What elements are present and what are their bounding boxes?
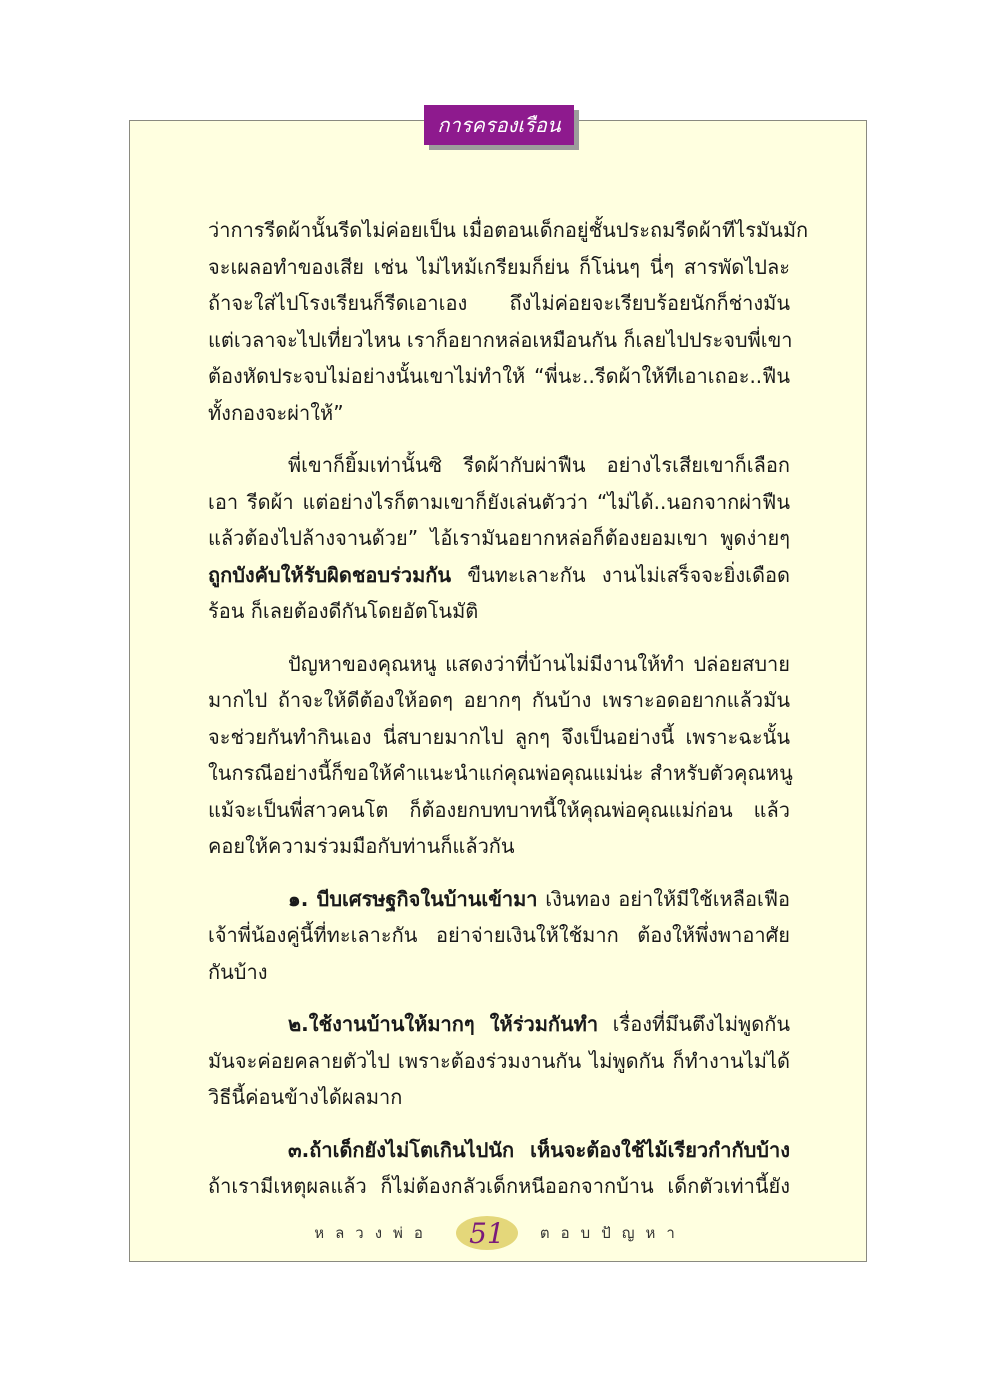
text-line: จะช่วยกันทำกินเอง นี่สบายมากไป ลูกๆ จึงเป็นอย่างนี้ เพราะฉะนั้น [208,724,790,749]
text-line: ต้องหัดประจบไม่อย่างนั้นเขาไม่ทำให้ “พี่นะ..รีดผ้าให้ทีเอาเถอะ..ฟืน [208,364,790,388]
text-line: เจ้าพี่น้องคู่นี้ที่ทะเลาะกัน อย่าจ่ายเงินให้ใช้มาก ต้องให้พึ่งพาอาศัย [208,923,790,947]
text-line: คอยให้ความร่วมมือกับท่านก็แล้วกัน [208,834,515,858]
page-number-badge [456,1216,518,1250]
text-line [208,557,790,594]
text-line: ทั้งกองจะผ่าให้” [208,400,344,425]
text-line: มากไป ถ้าจะให้ดีต้องให้อดๆ อยากๆ กันบ้าง เพราะอดอยากแล้วมัน [208,688,790,712]
text-line [208,881,790,918]
text-line: จะเผลอทำของเสีย เช่น ไม่ไหม้เกรียมก็ย่น ก็โน่นๆ นี่ๆ สารพัดไปละ [208,254,790,279]
text-line: ปัญหาของคุณหนู แสดงว่าที่บ้านไม่มีงานให้ทำ ปล่อยสบาย [288,651,790,676]
bold-lead: ๑. บีบเศรษฐกิจในบ้านเข้ามา [288,886,538,911]
text-fragment: เรื่องที่มึนตึงไม่พูดกัน [598,1012,790,1036]
footer-right-label: ตอบปัญหา [539,1224,686,1242]
text-fragment: ขืนทะเลาะกัน งานไม่เสร็จจะยิ่งเดือด [467,562,790,587]
bold-lead: ๒.ใช้งานบ้านให้มากๆ ให้ร่วมกันทำ [288,1012,599,1036]
text-line: ว่าการรีดผ้านั้นรีดไม่ค่อยเป็น เมื่อตอนเด็กอยู่ชั้นประถมรีดผ้าทีไรมันมัก [208,218,809,242]
text-line: แต่เวลาจะไปเที่ยวไหน เราก็อยากหล่อเหมือนกัน ก็เลยไปประจบพี่เขา [208,327,793,352]
text-line: เอา รีดผ้า แต่อย่างไรก็ตามเขาก็ยังเล่นตัวว่า “ไม่ได้..นอกจากผ่าฟืน [208,489,790,514]
body-text [208,212,809,1205]
footer-left-label: หลวงพ่อ [314,1224,434,1242]
bold-phrase: ถูกบังคับให้รับผิดชอบร่วมกัน [208,562,452,587]
page-footer [0,1213,1000,1253]
text-line: ในกรณีอย่างนี้ก็ขอให้คำแนะนำแก่คุณพ่อคุณแม่น่ะ สำหรับตัวคุณหนู [208,761,793,785]
bold-lead: ๓.ถ้าเด็กยังไม่โตเกินไปนัก เห็นจะต้องใช้ไม้เรียวกำกับบ้าง [288,1137,790,1162]
text-line: แล้วต้องไปล้างจานด้วย” ไอ้เรามันอยากหล่อก็ต้องยอมเขา พูดง่ายๆ [208,526,790,550]
page-number: 51 [469,1216,505,1250]
chapter-tab-label: การครองเรือน [437,113,561,137]
text-line: ถ้าเรามีเหตุผลแล้ว ก็ไม่ต้องกลัวเด็กหนีออกจากบ้าน เด็กตัวเท่านี้ยัง [208,1174,790,1198]
text-line [208,1006,790,1043]
text-line: พี่เขาก็ยิ้มเท่านั้นซิ รีดผ้ากับผ่าฟืน อย่างไรเสียเขาก็เลือก [288,453,790,477]
text-line: ถ้าจะใส่ไปโรงเรียนก็รีดเอาเอง ถึงไม่ค่อยจะเรียบร้อยนักก็ช่างมัน [208,291,790,315]
text-line: กันบ้าง [208,959,268,984]
text-line: มันจะค่อยคลายตัวไป เพราะต้องร่วมงานกัน ไม่พูดกัน ก็ทำงานไม่ได้ [208,1048,790,1073]
text-line: ร้อน ก็เลยต้องดีกันโดยอัตโนมัติ [208,599,479,623]
text-line: วิธีนี้ค่อนข้างได้ผลมาก [208,1085,403,1109]
text-line [208,1132,790,1169]
text-fragment: เงินทอง อย่าให้มีใช้เหลือเฟือ [537,886,790,911]
chapter-tab [424,105,574,145]
text-line: แม้จะเป็นพี่สาวคนโต ก็ต้องยกบทบาทนี้ให้คุณพ่อคุณแม่ก่อน แล้ว [208,797,790,822]
